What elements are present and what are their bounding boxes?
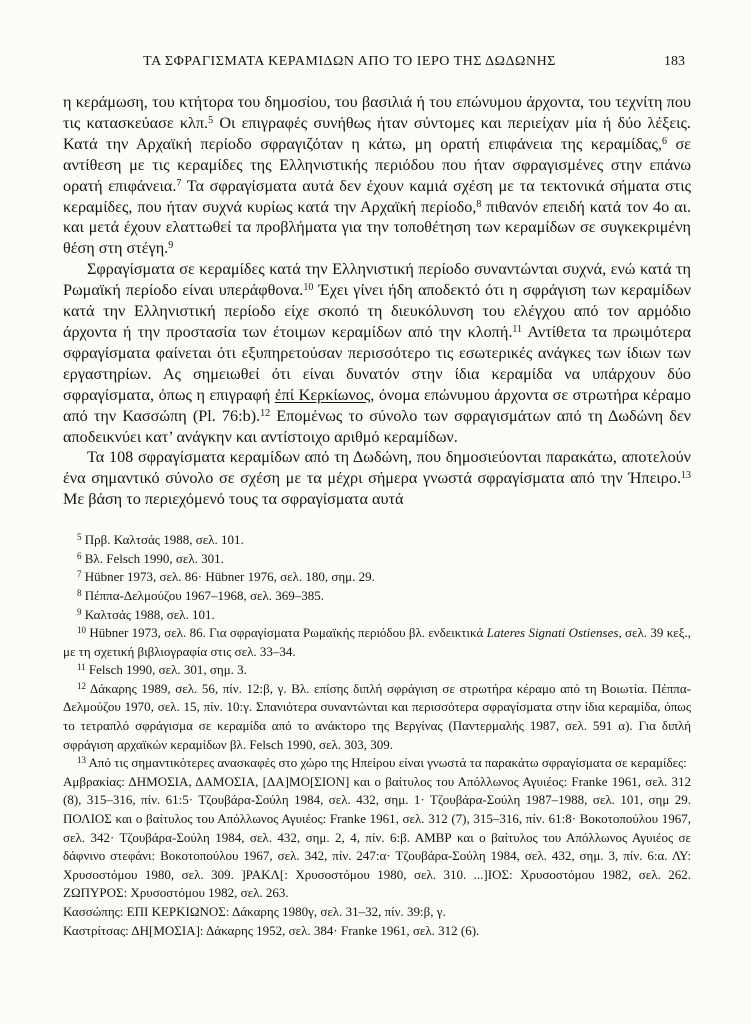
footnote-12 [63,680,691,754]
footnote-13-entry-ambrakia [63,773,691,903]
footnote-7 [63,568,691,587]
footnote-number: 12 [77,680,86,691]
body-paragraph-1 [63,92,691,259]
underlined-phrase: ἐπί Κερκίωνος [274,385,371,404]
footnote-ref-9: 9 [168,240,174,252]
text-run: Τα 108 σφραγίσματα κεραμίδων από τη Δωδώνη, που δημοσιεύονται παρακάτω, αποτελούν ένα σημαντικό σύνολο σε σχέση με τα μέχρι σήμερα γνωστά σφραγίσματα από την Ήπειρο. [63,448,691,488]
footnote-11 [63,661,691,680]
footnote-13-entry-kassopi [63,903,691,922]
footnote-number: 13 [77,755,86,766]
footnote-ref-10: 10 [303,282,314,294]
page-title: ΤΑ ΣΦΡΑΓΙΣΜΑΤΑ ΚΕΡΑΜΙΔΩΝ ΑΠΟ ΤΟ ΙΕΡΟ ΤΗΣ ΔΩΔΩΝΗΣ [143,54,556,69]
footnote-number: 9 [77,606,82,617]
footnote-number: 8 [77,587,82,598]
text-run: σε αντίθεση με τις κεραμίδες της Ελληνιστικής περιόδου που ήταν σφραγισμένες στην επάνω ορατή επιφάνεια. [63,134,691,195]
footnote-text: Δάκαρης 1989, σελ. 56, πίν. 12:β, γ. Βλ. επίσης διπλή σφράγιση σε στρωτήρα κέραμο από τη Βοιωτία. Πέππα-Δελμούζου 1970, σελ. 15, πίν. 10:γ. Σπανιότερα συναντώνται και περισσότερα σφραγίσματα στην ίδια κεραμίδα, όπως το τετραπλό σφράγισμα σε κεραμίδα από το ανάκτορο της Βεργίνας (Παντερμαλής 1987, σελ. 591 α). Για διπλή σφράγιση αρχαϊκών κεραμίδων βλ. Felsch 1990, σελ. 303, 309. [63,680,691,752]
footnote-ref-7: 7 [176,177,182,189]
footnote-italic-title: Lateres Signati Ostienses [486,625,619,641]
footnote-number: 10 [77,625,86,636]
footnote-text: Από τις σημαντικότερες ανασκαφές στο χώρο της Ηπείρου είναι γνωστά τα παρακάτω σφραγίσματα σε κεραμίδες: [88,755,687,771]
footnote-number: 7 [77,569,82,580]
footnote-10 [63,624,691,661]
footnote-9 [63,606,691,625]
footnote-text: Hübner 1973, σελ. 86. Για σφραγίσματα Ρωμαϊκής περιόδου βλ. ενδεικτικά [89,625,487,641]
footnote-text: Πέππα-Δελμούζου 1967–1968, σελ. 369–385. [84,587,324,603]
footnote-ref-6: 6 [661,135,667,147]
body-paragraph-2 [63,259,691,447]
text-run: Επομένως το σύνολο των σφραγισμάτων από τη Δωδώνη δεν αποδεικνύει κατ’ ανάγκην και αντίστοιχο αριθμό κεραμίδων. [63,406,691,446]
text-run: πιθανόν επειδή κατά τον 4ο αι. και μετά έχουν ελαττωθεί τα προβλήματα για την τοποθέτηση των κεραμίδων σε συγκεκριμένη θέση στη στέγη. [63,197,691,258]
footnote-text: Hübner 1973, σελ. 86· Hübner 1976, σελ. 180, σημ. 29. [84,569,375,585]
text-run: Οι επιγραφές συνήθως ήταν σύντομες και περιείχαν μία ή δύο λέξεις. Κατά την Αρχαϊκή περίοδο σφραγιζόταν η κάτω, μη ορατή επιφάνεια της κεραμίδας, [63,113,691,153]
footnote-text: Καστρίτσας: ΔΗ[ΜΟΣΙΑ]: Δάκαρης 1952, σελ. 384· Franke 1961, σελ. 312 (6). [63,922,480,938]
footnote-ref-12: 12 [260,407,271,419]
footnote-8 [63,587,691,606]
footnote-text: Πρβ. Καλτσάς 1988, σελ. 101. [84,532,244,548]
footnote-text: Κασσώπης: ΕΠΙ ΚΕΡΚΙΩΝΟΣ: Δάκαρης 1980γ, σελ. 31–32, πίν. 39:β, γ. [63,904,446,919]
text-run: Με βάση το περιεχόμενό τους τα σφραγίσματα αυτά [63,490,404,509]
footnote-text: Καλτσάς 1988, σελ. 101. [84,606,215,622]
footnote-text: Βλ. Felsch 1990, σελ. 301. [84,550,224,566]
footnote-number: 11 [77,662,86,673]
text-run: , όνομα επώνυμου άρχοντα σε στρωτήρα κέραμο από την Κασσώπη (Pl. 76:b). [63,385,691,425]
page-number: 183 [664,54,685,69]
text-run: Σφραγίσματα σε κεραμίδες κατά την Ελληνιστική περίοδο συναντώνται συχνά, ενώ κατά τη Ρωμαϊκή περίοδο είναι υπεράφθονα. [63,260,691,300]
footnote-13 [63,754,691,773]
footnote-text: , σελ. 39 κεξ., με τη σχετική βιβλιογραφία στις σελ. 33–34. [63,625,691,659]
text-run: Αντίθετα τα πρωιμότερα σφραγίσματα φαίνεται ότι εξυπηρετούσαν περισσότερο τις εσωτερικές ανάγκες των ίδιων των εργαστηρίων. Ας σημειωθεί ότι είναι δυνατόν στην ίδια κεραμίδα να υπάρχουν δύο σφραγίσματα, όπως η επιγραφή [63,322,691,404]
text-run: Τα σφραγίσματα αυτά δεν έχουν καμιά σχέση με τα τεκτονικά σήματα στις κεραμίδες, που ήταν συχνά κυρίως κατά την Αρχαϊκή περίοδο, [63,176,691,216]
footnote-ref-8: 8 [476,198,482,210]
footnote-text: Αμβρακίας: ΔΗΜΟΣΙΑ, ΔΑΜΟΣΙΑ, [ΔΑ]ΜΟ[ΣΙΟΝ] και ο βαίτυλος του Απόλλωνος Αγυιέος: Franke 1961, σελ. 312 (8), 315–316, πίν. 61:5· Τζουβάρα-Σούλη 1984, σελ. 432, σημ. 1· Τζουβάρα-Σούλη 1987–1988, σελ. 101, σημ 29. ΠΟΛΙΟΣ και ο βαίτυλος του Απόλλωνος Αγυιέος: Franke 1961, σελ. 312 (7), 315–316, πίν. 61:8· Βοκοτοπούλου 1967, σελ. 342· Τζουβάρα-Σούλη 1984, σελ. 432, σημ. 2, 4, πίν. 6:β. ΑΜΒΡ και ο βαίτυλος του Απόλλωνος Αγυιέος σε δάφνινο στεφάνι: Βοκοτοπούλου 1967, σελ. 342, πίν. 247:α· Τζουβάρα-Σούλη 1984, σελ. 432, σημ. 3, πίν. 6:α. ΛΥ: Χρυσοστόμου 1980, σελ. 309. ]ΡΑΚΛ[: Χρυσοστόμου 1980, σελ. 310. ...]ΙΟΣ: Χρυσοστόμου 1982, σελ. 262. ΖΩΠΥΡΟΣ: Χρυσοστόμου 1982, σελ. 263. [63,773,691,901]
footnote-5 [63,531,691,550]
body-text [63,92,691,510]
footnote-ref-13: 13 [681,470,691,482]
text-run: Έχει γίνει ήδη αποδεκτό ότι η σφράγιση των κεραμίδων κατά την Ελληνιστική περίοδο είχε σκοπό τη διευκόλυνση του ελέγχου από τον αρμόδιο άρχοντα ή την προστασία των έτοιμων κεραμίδων από την κλοπή. [63,281,691,341]
footnote-6 [63,550,691,569]
footnote-number: 5 [77,532,82,543]
running-header [63,54,691,74]
footnote-ref-11: 11 [512,323,523,335]
footnote-text: Felsch 1990, σελ. 301, σημ. 3. [88,662,247,678]
footnote-ref-5: 5 [208,114,214,126]
footnotes-section [63,531,691,940]
footnote-number: 6 [77,550,82,561]
body-paragraph-3 [63,447,691,510]
text-run: η κεράμωση, του κτήτορα του δημοσίου, του βασιλιά ή του επώνυμου άρχοντα, του τεχνίτη που τις κατασκεύασε κλπ. [63,93,691,132]
footnote-13-entry-kastritsa [63,922,691,941]
